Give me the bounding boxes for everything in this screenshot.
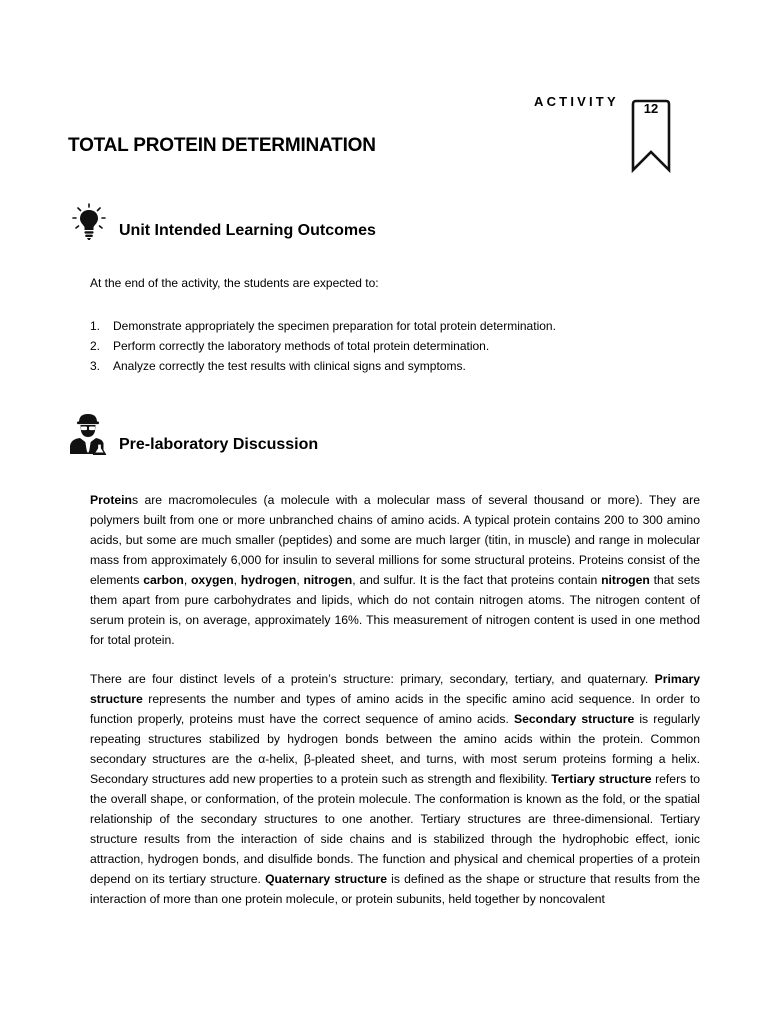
bold-term: nitrogen — [303, 573, 353, 587]
list-item — [90, 316, 556, 336]
outcomes-list — [90, 316, 556, 376]
list-item — [90, 356, 556, 376]
paragraph-text: s are macromolecules (a molecule with a molecular mass of several thousand or more). They are polymers built from one or more unbranched chains of amino acids. A typical protein contains 200 to 300 amino acids, but some are much smaller (peptides) and some are much larger (titin, in muscle) and range in molecular mass from approximately 6,000 for insulin to several millions for some structural proteins. Proteins consist of the elements — [90, 493, 700, 587]
paragraph-text: , and sulfur. It is the fact that proteins contain — [352, 573, 602, 587]
bold-term: Secondary structure — [513, 712, 635, 726]
page-title: TOTAL PROTEIN DETERMINATION — [68, 135, 376, 156]
list-item-text: Demonstrate appropriately the specimen preparation for total protein determination. — [113, 319, 556, 333]
prelab-paragraph-2 — [90, 669, 700, 909]
paragraph-text: There are four distinct levels of a protein’s structure: primary, secondary, tertiary, and quaternary. — [90, 672, 655, 686]
prelab-paragraph-1 — [90, 490, 700, 650]
paragraph-text: that sets them apart from pure carbohydrates and lipids, which do not contain nitrogen atoms. The nitrogen content of serum protein is, on average, approximately 16%. This measurement of nitrogen content is used in one method for total protein. — [90, 573, 701, 647]
paragraph-text: is regularly repeating structures stabilized by hydrogen bonds between the amino acids within the protein. Common secondary structures are the α-helix, β-pleated sheet, and turns, with most serum proteins forming a helix. Secondary structures add new properties to a protein such as strength and flexibility. — [90, 712, 700, 786]
paragraph-text: , — [296, 573, 304, 587]
bold-term: nitrogen — [601, 573, 650, 587]
list-item-number: 2. — [90, 339, 101, 353]
paragraph-text: , — [233, 573, 241, 587]
outcomes-heading: Unit Intended Learning Outcomes — [119, 222, 376, 239]
list-item-text: Perform correctly the laboratory methods of total protein determination. — [113, 339, 490, 353]
paragraph-text: refers to the overall shape, or conformation, of the protein molecule. The conformation is known as the fold, or the spatial relationship of the secondary structures to one another. Tertiary structures are three-dimensional. Tertiary structure results from the interaction of side chains and is stabilized through the hydrophobic effect, ionic attraction, hydrogen bonds, and disulfide bonds. The function and physical and chemical properties of a protein depend on its tertiary structure. — [90, 772, 700, 886]
bold-term: oxygen — [190, 573, 234, 587]
bold-term: Quaternary structure — [265, 872, 388, 886]
list-item-text: Analyze correctly the test results with clinical signs and symptoms. — [113, 359, 466, 373]
list-item-number: 1. — [90, 319, 101, 333]
activity-number: 12 — [643, 101, 659, 116]
bold-term: Protein — [90, 493, 132, 507]
bold-term: Tertiary structure — [551, 772, 652, 786]
lightbulb-icon — [72, 203, 106, 241]
scientist-icon — [68, 413, 108, 455]
list-item — [90, 336, 556, 356]
activity-label: ACTIVITY — [534, 94, 619, 109]
paragraph-text: represents the number and types of amino acids in the specific amino acid sequence. In order to function properly, proteins must have the correct sequence of amino acids. — [90, 692, 700, 726]
bold-term: carbon — [143, 573, 184, 587]
prelab-heading: Pre-laboratory Discussion — [119, 436, 319, 453]
bold-term: hydrogen — [240, 573, 297, 587]
list-item-number: 3. — [90, 359, 101, 373]
paragraph-text: , — [183, 573, 191, 587]
outcomes-intro: At the end of the activity, the students are expected to: — [90, 276, 379, 290]
bold-term: Primary structure — [90, 672, 700, 706]
paragraph-text: is defined as the shape or structure that results from the interaction of more than one protein molecule, or protein subunits, held together by noncovalent — [90, 872, 701, 906]
